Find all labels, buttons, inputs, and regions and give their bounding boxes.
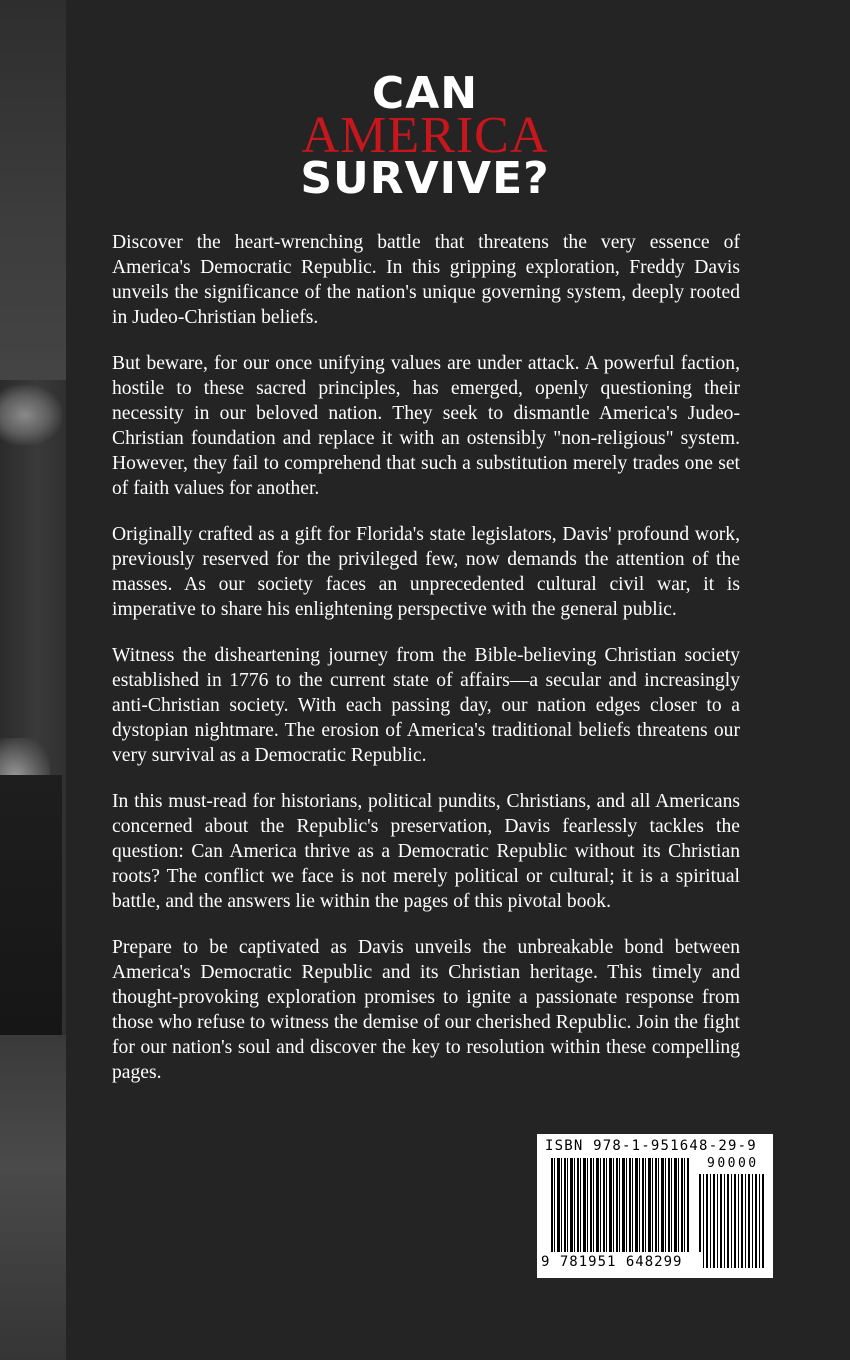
blurb-paragraph: Originally crafted as a gift for Florida's state legislators, Davis' profound work, previously reserved for the privileged few, now demands the attention of the masses. As our society faces an unprecedented cultural civil war, it is imperative to share his enlightening perspective with the general public.: [112, 524, 740, 620]
blurb-paragraph: Discover the heart-wrenching battle that threatens the very essence of America's Democratic Republic. In this gripping exploration, Freddy Davis unveils the significance of the nation's unique governing system, deeply rooted in Judeo-Christian beliefs.: [112, 232, 740, 328]
price-code: 90000: [707, 1156, 759, 1171]
isbn-barcode: [537, 1134, 773, 1278]
cover-background-image: [0, 0, 66, 1360]
title-line-america: AMERICA: [301, 107, 549, 164]
title-line-survive: SURVIVE?: [300, 153, 550, 204]
capitol-dome-shape: [0, 738, 50, 778]
title-line-can: CAN: [371, 68, 479, 119]
building-silhouette: [0, 775, 62, 1035]
back-cover-blurb: [112, 230, 740, 1106]
blurb-paragraph: Prepare to be captivated as Davis unveils the unbreakable bond between America's Democratic Republic and its Christian heritage. This timely and thought-provoking exploration promises to ignite a passionate response from those who refuse to witness the demise of our cherished Republic. Join the fight for our nation's soul and discover the key to resolution within these compelling pages.: [112, 937, 740, 1083]
blurb-paragraph: Witness the disheartening journey from the Bible-believing Christian society established in 1776 to the current state of affairs—a secular and increasingly anti-Christian society. With each passing day, our nation edges closer to a dystopian nightmare. The erosion of America's traditional beliefs threatens our very survival as a Democratic Republic.: [112, 645, 740, 766]
blurb-paragraph: But beware, for our once unifying values are under attack. A powerful faction, hostile to these sacred principles, has emerged, openly questioning their necessity in our beloved nation. They seek to dismantle America's Judeo-Christian foundation and replace it with an ostensibly "non-religious" system. However, they fail to comprehend that such a substitution merely trades one set of faith values for another.: [112, 353, 740, 499]
addon-barcode-bars: [699, 1174, 765, 1268]
ean-digits: 9 781951 648299: [541, 1252, 701, 1272]
blurb-paragraph: In this must-read for historians, political pundits, Christians, and all Americans concerned about the Republic's preservation, Davis fearlessly tackles the question: Can America thrive as a Democratic Republic without its Christian roots? The conflict we face is not merely political or cultural; it is a spiritual battle, and the answers lie within the pages of this pivotal book.: [112, 791, 740, 912]
isbn-label: ISBN 978-1-951648-29-9: [545, 1138, 757, 1154]
ground-area: [0, 1035, 66, 1360]
cloud-shape: [0, 385, 62, 445]
